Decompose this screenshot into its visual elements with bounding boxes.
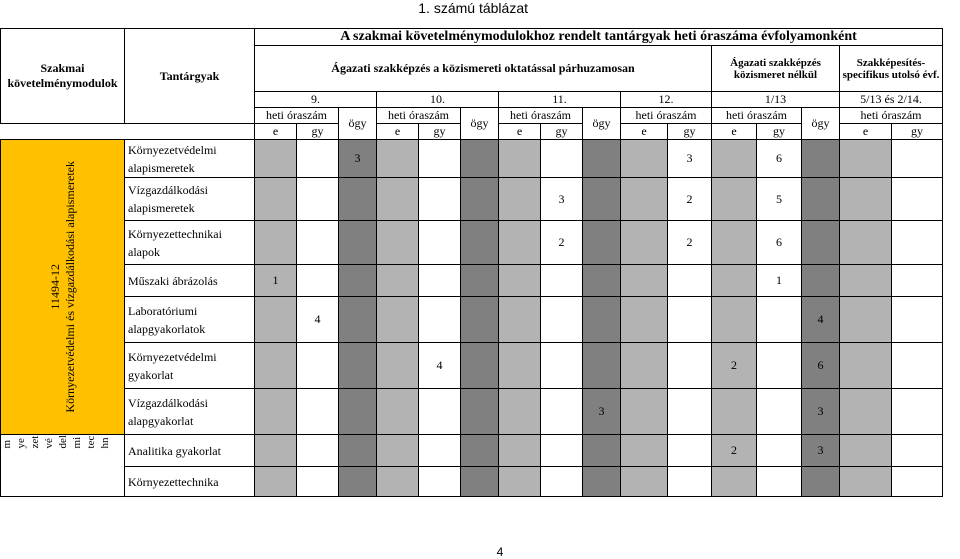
hours-cell — [583, 467, 621, 497]
hours-cell: 5 — [757, 178, 802, 221]
header-no-general: Ágazati szakképzés közismeret nélkül — [712, 46, 840, 92]
header-main-title: A szakmai követelménymodulokhoz rendelt tantárgyak heti óraszáma évfolyamonként — [255, 29, 943, 46]
year-9: 9. — [255, 92, 377, 108]
hours-cell — [892, 389, 943, 435]
hours-cell: 6 — [802, 343, 840, 389]
hours-cell — [419, 467, 461, 497]
subject-label: Környezetvédelmi gyakorlat — [125, 343, 255, 389]
hours-cell — [499, 221, 541, 265]
hours-cell — [339, 297, 377, 343]
hours-cell — [297, 140, 339, 178]
subject-label: Műszaki ábrázolás — [125, 265, 255, 297]
table-row — [1, 265, 943, 297]
hours-cell — [339, 467, 377, 497]
hours-cell — [621, 178, 668, 221]
next-module-fragment: m — [1, 439, 13, 449]
year-5-13-2-14: 5/13 és 2/14. — [840, 92, 943, 108]
hours-cell — [840, 467, 892, 497]
hours-cell: 2 — [712, 435, 757, 467]
hours-cell — [255, 435, 297, 467]
page-number: 4 — [496, 545, 504, 559]
hours-cell — [419, 140, 461, 178]
hours-cell — [499, 389, 541, 435]
hours-cell — [499, 265, 541, 297]
hours-cell — [377, 343, 419, 389]
year-12: 12. — [621, 92, 712, 108]
hours-cell: 3 — [583, 389, 621, 435]
e-label: e — [499, 124, 541, 140]
hours-cell — [255, 297, 297, 343]
heti-label: heti óraszám — [621, 108, 712, 124]
hours-cell — [541, 140, 583, 178]
hours-cell — [339, 265, 377, 297]
year-10: 10. — [377, 92, 499, 108]
hours-cell — [892, 467, 943, 497]
header-specific: Szakképesítés-specifikus utolsó évf. — [840, 46, 943, 92]
hours-cell — [621, 343, 668, 389]
gy-label: gy — [297, 124, 339, 140]
hours-cell — [802, 178, 840, 221]
hours-cell — [583, 178, 621, 221]
hours-cell — [297, 178, 339, 221]
hours-cell: 4 — [297, 297, 339, 343]
hours-cell — [668, 343, 712, 389]
hours-cell — [668, 265, 712, 297]
e-label: e — [377, 124, 419, 140]
table-row — [1, 178, 943, 221]
hours-cell — [757, 343, 802, 389]
hours-cell — [419, 297, 461, 343]
table-row — [1, 297, 943, 343]
hours-cell: 2 — [541, 221, 583, 265]
hours-cell — [419, 265, 461, 297]
hours-cell — [541, 297, 583, 343]
hours-cell — [668, 389, 712, 435]
curriculum-table — [0, 28, 943, 497]
table-row — [1, 140, 943, 178]
next-module-fragment: hn — [99, 437, 111, 449]
hours-cell — [892, 221, 943, 265]
hours-cell: 2 — [668, 221, 712, 265]
subject-label: Vízgazdálkodási alapgyakorlat — [125, 389, 255, 435]
hours-cell — [499, 178, 541, 221]
next-module-fragment: zet — [29, 435, 41, 449]
gy-label: gy — [668, 124, 712, 140]
hours-cell — [297, 265, 339, 297]
hours-cell: 4 — [419, 343, 461, 389]
hours-cell — [892, 178, 943, 221]
hours-cell — [461, 178, 499, 221]
hours-cell — [840, 221, 892, 265]
table-row — [1, 221, 943, 265]
hours-cell — [621, 297, 668, 343]
hours-cell — [712, 221, 757, 265]
hours-cell — [339, 435, 377, 467]
hours-cell — [499, 435, 541, 467]
hours-cell — [419, 389, 461, 435]
hours-cell — [668, 435, 712, 467]
hours-cell — [840, 265, 892, 297]
hours-cell: 2 — [668, 178, 712, 221]
next-module-cell — [1, 435, 125, 497]
hours-cell — [712, 467, 757, 497]
hours-cell — [892, 140, 943, 178]
year-1-13: 1/13 — [712, 92, 840, 108]
year-11: 11. — [499, 92, 621, 108]
hours-cell: 3 — [802, 389, 840, 435]
next-module-fragment: vé — [43, 438, 55, 449]
hours-cell — [419, 178, 461, 221]
hours-cell — [255, 389, 297, 435]
hours-cell — [757, 435, 802, 467]
ogy-label: ögy — [583, 108, 621, 140]
hours-cell — [541, 389, 583, 435]
hours-cell — [840, 343, 892, 389]
hours-cell — [377, 265, 419, 297]
hours-cell — [840, 435, 892, 467]
module-name: Környezetvédelmi és vízgazdálkodási alapismeretek — [62, 161, 77, 413]
hours-cell — [377, 178, 419, 221]
hours-cell — [461, 467, 499, 497]
hours-cell — [892, 297, 943, 343]
module-code: 11494-12 — [47, 264, 62, 310]
hours-cell — [255, 178, 297, 221]
hours-cell — [499, 297, 541, 343]
subject-label: Analitika gyakorlat — [125, 435, 255, 467]
hours-cell — [583, 435, 621, 467]
hours-cell — [583, 221, 621, 265]
hours-cell — [712, 178, 757, 221]
hours-cell — [377, 467, 419, 497]
table-row — [1, 389, 943, 435]
gy-label: gy — [757, 124, 802, 140]
hours-cell — [621, 467, 668, 497]
next-module-fragment: tec — [85, 435, 97, 449]
heti-label: heti óraszám — [840, 108, 943, 124]
hours-cell — [840, 178, 892, 221]
subject-label: Laboratóriumi alapgyakorlatok — [125, 297, 255, 343]
hours-cell — [377, 435, 419, 467]
hours-cell — [541, 265, 583, 297]
hours-cell — [668, 297, 712, 343]
hours-cell — [499, 343, 541, 389]
subject-label: Környezettechnika — [125, 467, 255, 497]
hours-cell — [892, 343, 943, 389]
hours-cell — [297, 389, 339, 435]
hours-cell — [461, 389, 499, 435]
hours-cell — [541, 435, 583, 467]
hours-cell: 1 — [757, 265, 802, 297]
ogy-label: ögy — [802, 108, 840, 140]
hours-cell — [255, 467, 297, 497]
hours-cell — [802, 467, 840, 497]
hours-cell — [757, 297, 802, 343]
hours-cell — [583, 297, 621, 343]
subject-label: Környezettechnikai alapok — [125, 221, 255, 265]
module-cell — [1, 140, 125, 435]
table-row — [1, 343, 943, 389]
hours-cell — [339, 221, 377, 265]
hours-cell — [541, 343, 583, 389]
hours-cell — [840, 140, 892, 178]
hours-cell — [297, 343, 339, 389]
hours-cell — [255, 140, 297, 178]
hours-cell — [712, 389, 757, 435]
hours-cell: 1 — [255, 265, 297, 297]
hours-cell — [712, 297, 757, 343]
hours-cell — [377, 297, 419, 343]
next-module-fragment: ye — [15, 438, 27, 449]
hours-cell — [339, 343, 377, 389]
gy-label: gy — [541, 124, 583, 140]
hours-cell — [461, 343, 499, 389]
hours-cell: 3 — [668, 140, 712, 178]
hours-cell — [461, 140, 499, 178]
ogy-label: ögy — [461, 108, 499, 140]
next-module-fragment: mi — [71, 436, 83, 449]
hours-cell: 2 — [712, 343, 757, 389]
header-parallel: Ágazati szakképzés a közismereti oktatással párhuzamosan — [255, 46, 712, 92]
e-label: e — [712, 124, 757, 140]
heti-label: heti óraszám — [499, 108, 583, 124]
hours-cell: 3 — [802, 435, 840, 467]
hours-cell — [377, 140, 419, 178]
hours-cell — [621, 435, 668, 467]
hours-cell — [621, 221, 668, 265]
header-subject: Tantárgyak — [125, 29, 255, 124]
hours-cell: 3 — [339, 140, 377, 178]
hours-cell — [668, 467, 712, 497]
hours-cell — [583, 140, 621, 178]
hours-cell — [297, 435, 339, 467]
hours-cell — [583, 265, 621, 297]
hours-cell — [297, 467, 339, 497]
e-label: e — [255, 124, 297, 140]
hours-cell — [377, 389, 419, 435]
hours-cell: 4 — [802, 297, 840, 343]
hours-cell — [255, 343, 297, 389]
hours-cell — [419, 435, 461, 467]
hours-cell — [840, 389, 892, 435]
hours-cell: 6 — [757, 221, 802, 265]
hours-cell — [499, 467, 541, 497]
hours-cell — [255, 221, 297, 265]
heti-label: heti óraszám — [712, 108, 802, 124]
hours-cell — [802, 265, 840, 297]
hours-cell — [621, 389, 668, 435]
hours-cell: 6 — [757, 140, 802, 178]
hours-cell — [377, 221, 419, 265]
table-caption: 1. számú táblázat — [418, 0, 528, 16]
hours-cell — [461, 265, 499, 297]
hours-cell — [712, 140, 757, 178]
subject-label: Környezetvédelmi alapismeretek — [125, 140, 255, 178]
hours-cell — [621, 265, 668, 297]
hours-cell — [461, 297, 499, 343]
hours-cell — [583, 343, 621, 389]
hours-cell — [757, 389, 802, 435]
hours-cell: 3 — [541, 178, 583, 221]
e-label: e — [621, 124, 668, 140]
hours-cell — [712, 265, 757, 297]
header-module: Szakmai követelménymodulok — [1, 29, 125, 124]
hours-cell — [802, 221, 840, 265]
gy-label: gy — [892, 124, 943, 140]
hours-cell — [802, 140, 840, 178]
heti-label: heti óraszám — [377, 108, 461, 124]
subject-label: Vízgazdálkodási alapismeretek — [125, 178, 255, 221]
gy-label: gy — [419, 124, 461, 140]
hours-cell — [621, 140, 668, 178]
hours-cell — [339, 389, 377, 435]
heti-label: heti óraszám — [255, 108, 339, 124]
hours-cell — [757, 467, 802, 497]
hours-cell — [461, 221, 499, 265]
hours-cell — [297, 221, 339, 265]
table-row — [1, 435, 943, 467]
e-label: e — [840, 124, 892, 140]
hours-cell — [419, 221, 461, 265]
hours-cell — [461, 435, 499, 467]
hours-cell — [840, 297, 892, 343]
hours-cell — [892, 435, 943, 467]
hours-cell — [892, 265, 943, 297]
hours-cell — [499, 140, 541, 178]
next-module-fragment: del — [57, 435, 69, 449]
hours-cell — [339, 178, 377, 221]
table-row — [1, 467, 943, 497]
ogy-label: ögy — [339, 108, 377, 140]
hours-cell — [541, 467, 583, 497]
